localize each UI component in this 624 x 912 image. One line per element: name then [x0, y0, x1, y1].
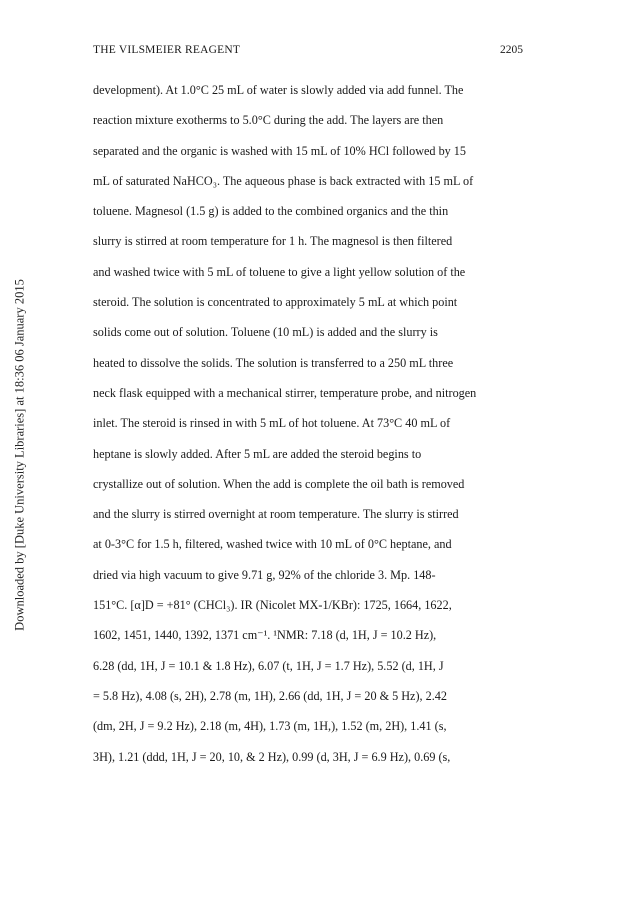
running-header-title: THE VILSMEIER REAGENT: [93, 44, 241, 56]
text-line: 151°C. [α]D = +81° (CHCl₃). IR (Nicolet MX-1/KBr): 1725, 1664, 1622,: [93, 598, 452, 613]
text-line: steroid. The solution is concentrated to approximately 5 mL at which point: [93, 295, 458, 310]
text-line: toluene. Magnesol (1.5 g) is added to the combined organics and the thin: [93, 204, 449, 219]
text-line: solids come out of solution. Toluene (10 mL) is added and the slurry is: [93, 325, 438, 340]
text-line: slurry is stirred at room temperature for 1 h. The magnesol is then filtered: [93, 234, 453, 249]
text-line: and washed twice with 5 mL of toluene to give a light yellow solution of the: [93, 264, 466, 279]
text-line: mL of saturated NaHCO₃. The aqueous phase is back extracted with 15 mL of: [93, 173, 474, 188]
page-number: 2205: [500, 44, 523, 56]
text-line: development). At 1.0°C 25 mL of water is slowly added via add funnel. The: [93, 83, 464, 97]
text-line: at 0-3°C for 1.5 h, filtered, washed twice with 10 mL of 0°C heptane, and: [93, 537, 452, 552]
text-line: reaction mixture exotherms to 5.0°C during the add. The layers are then: [93, 113, 444, 128]
text-line: 6.28 (dd, 1H, J = 10.1 & 1.8 Hz), 6.07 (t, 1H, J = 1.7 Hz), 5.52 (d, 1H, J: [93, 658, 444, 673]
text-line: heated to dissolve the solids. The solution is transferred to a 250 mL three: [93, 355, 454, 370]
text-line: heptane is slowly added. After 5 mL are added the steroid begins to: [93, 446, 422, 461]
body-paragraph: [93, 79, 533, 776]
text-line: separated and the organic is washed with 15 mL of 10% HCl followed by 15: [93, 143, 466, 158]
text-line: crystallize out of solution. When the add is complete the oil bath is removed: [93, 476, 465, 491]
text-line: and the slurry is stirred overnight at room temperature. The slurry is stirred: [93, 507, 459, 522]
text-line: 3H), 1.21 (ddd, 1H, J = 20, 10, & 2 Hz), 0.99 (d, 3H, J = 6.9 Hz), 0.69 (s,: [93, 749, 451, 764]
download-watermark: Downloaded by [Duke University Libraries] at 18:36 06 January 2015: [12, 279, 27, 631]
text-line: dried via high vacuum to give 9.71 g, 92% of the chloride 3. Mp. 148-: [93, 567, 436, 582]
text-line: 1602, 1451, 1440, 1392, 1371 cm⁻¹. ¹NMR: 7.18 (d, 1H, J = 10.2 Hz),: [93, 628, 437, 643]
text-line: = 5.8 Hz), 4.08 (s, 2H), 2.78 (m, 1H), 2.66 (dd, 1H, J = 20 & 5 Hz), 2.42: [93, 688, 447, 703]
text-line: (dm, 2H, J = 9.2 Hz), 2.18 (m, 4H), 1.73 (m, 1H,), 1.52 (m, 2H), 1.41 (s,: [93, 719, 447, 734]
text-line: neck flask equipped with a mechanical stirrer, temperature probe, and nitrogen: [93, 385, 477, 400]
text-line: inlet. The steroid is rinsed in with 5 mL of hot toluene. At 73°C 40 mL of: [93, 416, 451, 431]
